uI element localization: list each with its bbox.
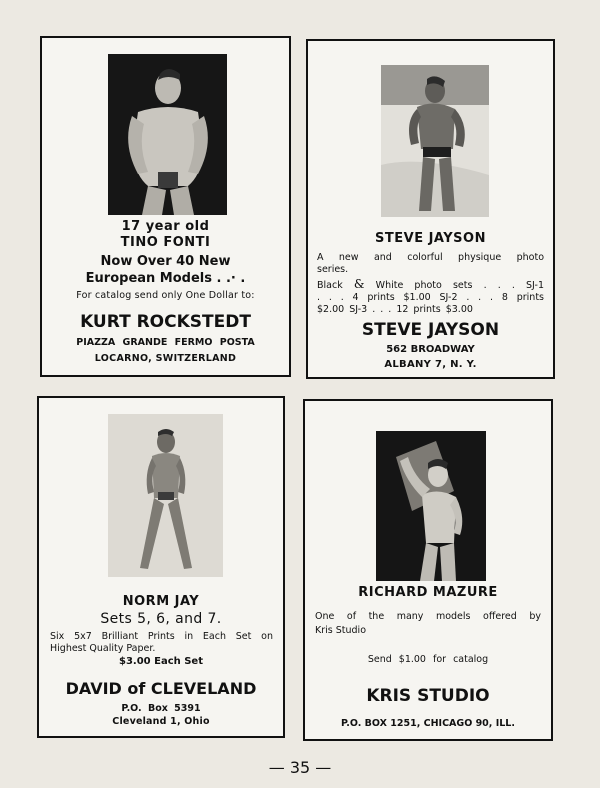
address-line-2: LOCARNO, SWITZERLAND [94,353,237,364]
advertiser-name: DAVID of CLEVELAND [65,679,257,698]
catalog-line: Send $1.00 for catalog [367,654,489,665]
description-line-1: One of the many models offered by [315,611,541,622]
address-line-1: 562 BROADWAY [386,344,475,355]
advertiser-name: KRIS STUDIO [366,686,490,706]
ampersand: & [353,277,365,291]
age-line: 17 year old [121,219,210,234]
ad-tino-fonti [40,36,291,377]
advertiser-name: KURT ROCKSTEDT [80,312,251,332]
description-line-3 [317,277,544,291]
sets-line: Sets 5, 6, and 7. [100,611,222,627]
address-line: P.O. BOX 1251, CHICAGO 90, ILL. [341,718,515,729]
model-name: RICHARD MAZURE [358,585,498,600]
model-name: TINO FONTI [120,235,211,250]
description-line-2: Kris Studio [315,625,367,636]
european-models-line: European Models . .· . [85,271,246,286]
description-line-5: $2.00 SJ-3 . . . 12 prints $3.00 [317,304,473,315]
model-photo-tino-fonti [108,54,227,215]
ad-norm-jay [37,396,285,738]
advertiser-name: STEVE JAYSON [361,320,500,340]
model-photo-steve-jayson [381,65,489,217]
model-photo-norm-jay [108,414,223,577]
description-line-2: series. [317,264,349,275]
model-photo-richard-mazure [376,431,486,581]
ad-steve-jayson [306,39,555,379]
address-line-1: PIAZZA GRANDE FERMO POSTA [76,337,255,348]
white-sets-text: White photo sets . . . SJ-1 [375,280,544,291]
black-word: Black [317,280,343,291]
price-line: $3.00 Each Set [119,656,203,667]
description-line-1: Six 5x7 Brilliant Prints in Each Set on [50,631,273,642]
description-line-2: Highest Quality Paper. [50,643,156,654]
description-line-4: . . . 4 prints $1.00 SJ-2 . . . 8 prints [317,292,544,303]
address-line-1: P.O. Box 5391 [121,703,201,714]
ad-kris-studio [303,399,553,741]
description-line-1: A new and colorful physique photo [317,252,544,263]
page-number: — 35 — [268,758,332,777]
model-name: NORM JAY [122,594,200,609]
catalog-line: For catalog send only One Dollar to: [76,290,255,301]
models-line: Now Over 40 New [100,254,231,269]
model-name: STEVE JAYSON [375,231,486,246]
address-line-2: ALBANY 7, N. Y. [384,359,477,370]
address-line-2: Cleveland 1, Ohio [112,716,210,727]
